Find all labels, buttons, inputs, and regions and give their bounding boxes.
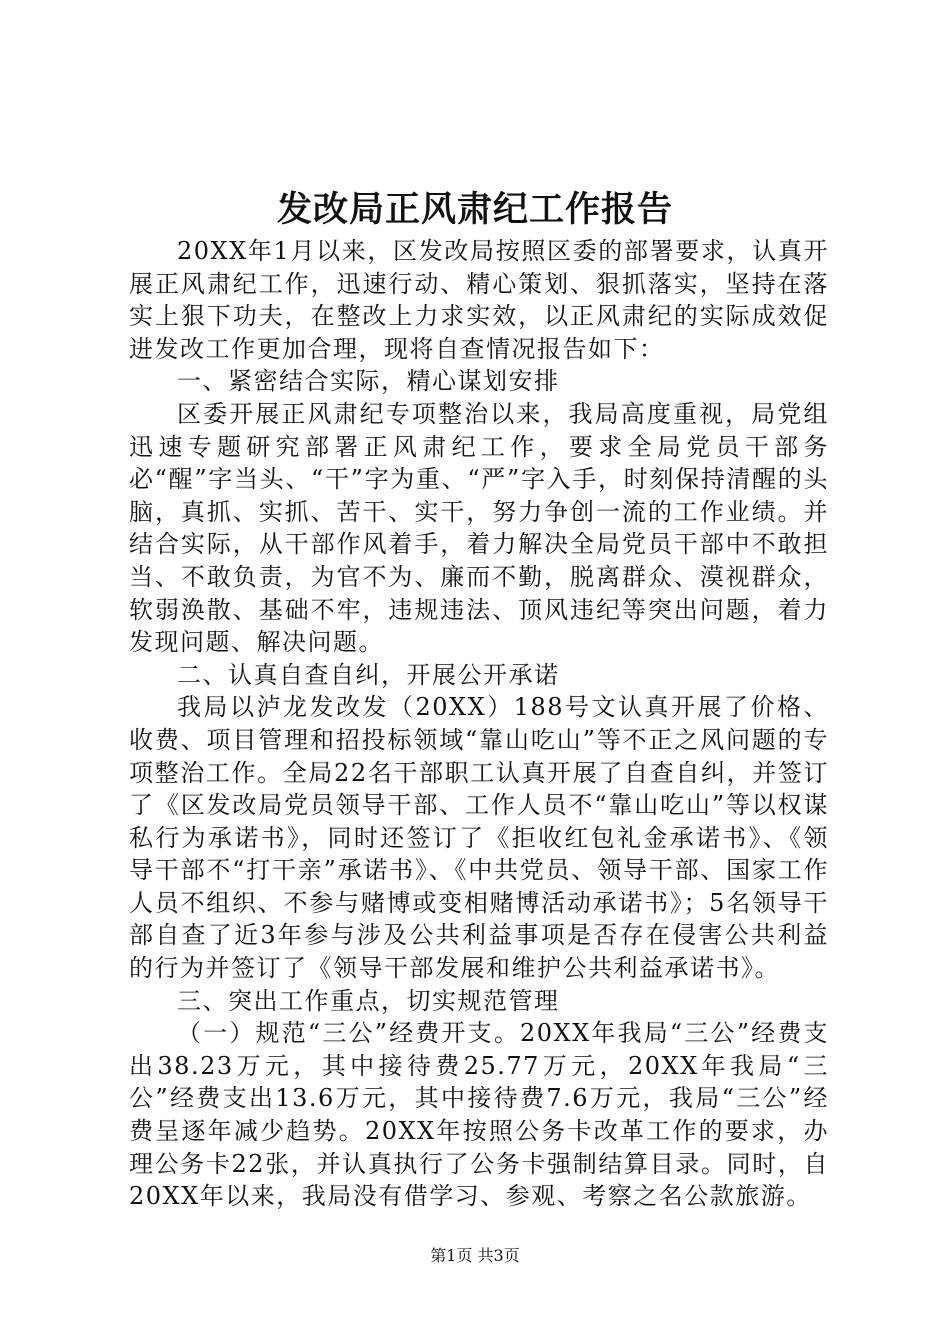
document-body bbox=[129, 235, 829, 1213]
section-2-paragraph: 我局以泸龙发改发（20XX）188号文认真开展了价格、收费、项目管理和招投标领域“靠山吃山”等不正之风问题的专项整治工作。全局22名干部职工认真开展了自查自纠，并签订了《区发改局党员领导干部、工作人员不“靠山吃山”等以权谋私行为承诺书》，同时还签订了《拒收红包礼金承诺书》、《领导干部不“打干亲”承诺书》、《中共党员、领导干部、国家工作人员不组织、不参与赌博或变相赌博活动承诺书》；5名领导干部自查了近3年参与涉及公共利益事项是否存在侵害公共利益的行为并签订了《领导干部发展和维护公共利益承诺书》。 bbox=[129, 693, 829, 983]
section-1-paragraph: 区委开展正风肃纪专项整治以来，我局高度重视，局党组迅速专题研究部署正风肃纪工作，要求全局党员干部务必“醒”字当头、“干”字为重、“严”字入手，时刻保持清醒的头脑，真抓、实抓、苦干、实干，努力争创一流的工作业绩。并结合实际，从干部作风着手，着力解决全局党员干部中不敢担当、不敢负责，为官不为、廉而不勤，脱离群众、漠视群众，软弱涣散、基础不牢，违规违法、顶风违纪等突出问题，着力发现问题、解决问题。 bbox=[129, 399, 829, 657]
section-heading-2: 二、认真自查自纠，开展公开承诺 bbox=[177, 660, 560, 689]
section-heading-3: 三、突出工作重点，切实规范管理 bbox=[177, 986, 560, 1015]
section-heading-1: 一、紧密结合实际，精心谋划安排 bbox=[177, 367, 560, 396]
section-3-paragraph: （一）规范“三公”经费开支。20XX年我局“三公”经费支出38.23万元，其中接待费25.77万元，20XX年我局“三公”经费支出13.6万元，其中接待费7.6万元，我局“三公”经费呈逐年减少趋势。20XX年按照公务卡改革工作的要求，办理公务卡22张，并认真执行了公务卡强制结算目录。同时，自20XX年以来，我局没有借学习、参观、考察之名公款旅游。 bbox=[129, 1019, 829, 1211]
intro-paragraph: 20XX年1月以来，区发改局按照区委的部署要求，认真开展正风肃纪工作，迅速行动、精心策划、狠抓落实，坚持在落实上狠下功夫，在整改上力求实效，以正风肃纪的实际成效促进发改工作更加合理，现将自查情况报告如下： bbox=[129, 237, 829, 363]
page-footer: 第1页 共3页 bbox=[430, 1246, 520, 1265]
document-title: 发改局正风肃纪工作报告 bbox=[276, 189, 673, 230]
